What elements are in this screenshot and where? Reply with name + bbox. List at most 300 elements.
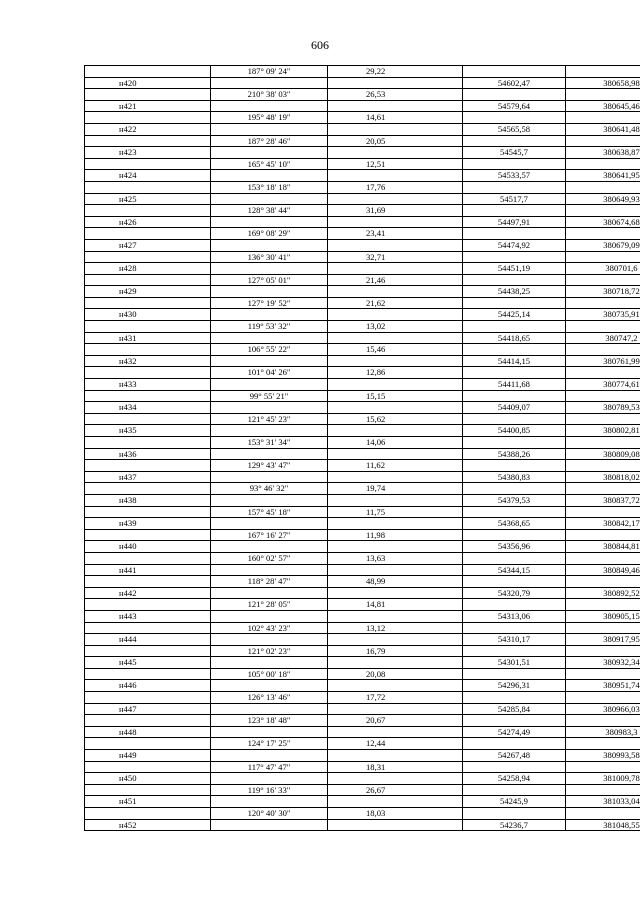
point-spacer-cell bbox=[328, 425, 463, 437]
segment-spacer-cell bbox=[85, 506, 211, 518]
segment-distance-cell: 16,79 bbox=[328, 645, 463, 657]
segment-row bbox=[85, 158, 640, 170]
segment-distance-cell: 12,51 bbox=[328, 158, 463, 170]
segment-spacer-cell bbox=[566, 181, 640, 193]
segment-spacer-cell bbox=[85, 205, 211, 217]
segment-distance-cell: 20,67 bbox=[328, 715, 463, 727]
segment-row bbox=[85, 808, 640, 820]
segment-spacer-cell bbox=[85, 228, 211, 240]
point-y-cell: 380641,48 bbox=[566, 123, 640, 135]
segment-angle-cell: 126° 13' 46" bbox=[211, 692, 328, 704]
segment-spacer-cell bbox=[566, 738, 640, 750]
point-spacer-cell bbox=[211, 680, 328, 692]
segment-row bbox=[85, 738, 640, 750]
segment-row bbox=[85, 135, 640, 147]
segment-spacer-cell bbox=[566, 506, 640, 518]
segment-distance-cell: 14,61 bbox=[328, 112, 463, 124]
point-name-cell: н446 bbox=[85, 680, 211, 692]
point-x-cell: 54474,92 bbox=[463, 239, 566, 251]
point-spacer-cell bbox=[211, 703, 328, 715]
point-row bbox=[85, 634, 640, 646]
segment-distance-cell: 21,62 bbox=[328, 297, 463, 309]
point-x-cell: 54425,14 bbox=[463, 309, 566, 321]
point-name-cell: н421 bbox=[85, 100, 211, 112]
segment-spacer-cell bbox=[85, 761, 211, 773]
segment-angle-cell: 128° 38' 44" bbox=[211, 205, 328, 217]
segment-spacer-cell bbox=[463, 89, 566, 101]
point-y-cell: 381048,55 bbox=[566, 819, 640, 831]
point-spacer-cell bbox=[328, 541, 463, 553]
point-spacer-cell bbox=[328, 610, 463, 622]
point-y-cell: 380701,6 bbox=[566, 263, 640, 275]
point-spacer-cell bbox=[328, 657, 463, 669]
point-spacer-cell bbox=[211, 100, 328, 112]
segment-spacer-cell bbox=[85, 297, 211, 309]
point-spacer-cell bbox=[328, 170, 463, 182]
point-y-cell: 380818,02 bbox=[566, 471, 640, 483]
segment-spacer-cell bbox=[85, 251, 211, 263]
segment-distance-cell: 18,03 bbox=[328, 808, 463, 820]
point-spacer-cell bbox=[328, 587, 463, 599]
segment-angle-cell: 153° 18' 18" bbox=[211, 181, 328, 193]
point-row bbox=[85, 355, 640, 367]
point-name-cell: н431 bbox=[85, 332, 211, 344]
segment-distance-cell: 11,75 bbox=[328, 506, 463, 518]
segment-row bbox=[85, 228, 640, 240]
segment-spacer-cell bbox=[566, 692, 640, 704]
point-x-cell: 54320,79 bbox=[463, 587, 566, 599]
segment-angle-cell: 101° 04' 26" bbox=[211, 367, 328, 379]
point-name-cell: н434 bbox=[85, 402, 211, 414]
segment-spacer-cell bbox=[566, 761, 640, 773]
segment-spacer-cell bbox=[463, 506, 566, 518]
segment-spacer-cell bbox=[85, 344, 211, 356]
point-name-cell: н432 bbox=[85, 355, 211, 367]
segment-distance-cell: 23,41 bbox=[328, 228, 463, 240]
segment-distance-cell: 26,67 bbox=[328, 784, 463, 796]
point-x-cell: 54344,15 bbox=[463, 564, 566, 576]
point-spacer-cell bbox=[328, 703, 463, 715]
point-x-cell: 54414,15 bbox=[463, 355, 566, 367]
point-name-cell: н439 bbox=[85, 518, 211, 530]
segment-row bbox=[85, 576, 640, 588]
point-spacer-cell bbox=[211, 494, 328, 506]
segment-angle-cell: 93° 46' 32" bbox=[211, 483, 328, 495]
point-spacer-cell bbox=[211, 634, 328, 646]
point-spacer-cell bbox=[328, 518, 463, 530]
point-name-cell: н451 bbox=[85, 796, 211, 808]
point-name-cell: н445 bbox=[85, 657, 211, 669]
segment-spacer-cell bbox=[566, 552, 640, 564]
point-y-cell: 381009,78 bbox=[566, 773, 640, 785]
point-x-cell: 54602,47 bbox=[463, 77, 566, 89]
point-spacer-cell bbox=[211, 239, 328, 251]
point-spacer-cell bbox=[328, 193, 463, 205]
segment-angle-cell: 187° 28' 46" bbox=[211, 135, 328, 147]
segment-spacer-cell bbox=[85, 483, 211, 495]
point-y-cell: 380842,17 bbox=[566, 518, 640, 530]
segment-row bbox=[85, 622, 640, 634]
segment-spacer-cell bbox=[85, 552, 211, 564]
segment-spacer-cell bbox=[463, 692, 566, 704]
segment-spacer-cell bbox=[566, 808, 640, 820]
point-x-cell: 54400,85 bbox=[463, 425, 566, 437]
point-row bbox=[85, 193, 640, 205]
segment-row bbox=[85, 321, 640, 333]
point-spacer-cell bbox=[328, 216, 463, 228]
point-y-cell: 380649,93 bbox=[566, 193, 640, 205]
point-x-cell: 54497,91 bbox=[463, 216, 566, 228]
point-name-cell: н427 bbox=[85, 239, 211, 251]
point-spacer-cell bbox=[211, 541, 328, 553]
point-y-cell: 380892,52 bbox=[566, 587, 640, 599]
point-spacer-cell bbox=[328, 448, 463, 460]
segment-spacer-cell bbox=[463, 158, 566, 170]
segment-spacer-cell bbox=[566, 251, 640, 263]
segment-spacer-cell bbox=[463, 413, 566, 425]
point-row bbox=[85, 170, 640, 182]
point-name-cell: н440 bbox=[85, 541, 211, 553]
segment-distance-cell: 15,15 bbox=[328, 390, 463, 402]
point-x-cell: 54313,06 bbox=[463, 610, 566, 622]
point-spacer-cell bbox=[328, 77, 463, 89]
segment-distance-cell: 11,98 bbox=[328, 529, 463, 541]
point-name-cell: н430 bbox=[85, 309, 211, 321]
segment-row bbox=[85, 715, 640, 727]
segment-spacer-cell bbox=[463, 460, 566, 472]
point-spacer-cell bbox=[328, 494, 463, 506]
point-x-cell: 54379,53 bbox=[463, 494, 566, 506]
segment-spacer-cell bbox=[463, 576, 566, 588]
point-spacer-cell bbox=[211, 170, 328, 182]
segment-angle-cell: 167° 16' 27" bbox=[211, 529, 328, 541]
segment-row bbox=[85, 506, 640, 518]
segment-distance-cell: 17,76 bbox=[328, 181, 463, 193]
segment-distance-cell: 20,08 bbox=[328, 668, 463, 680]
point-y-cell: 380638,87 bbox=[566, 147, 640, 159]
segment-spacer-cell bbox=[463, 715, 566, 727]
point-name-cell: н450 bbox=[85, 773, 211, 785]
point-spacer-cell bbox=[211, 77, 328, 89]
point-row bbox=[85, 239, 640, 251]
segment-spacer-cell bbox=[566, 622, 640, 634]
point-spacer-cell bbox=[211, 379, 328, 391]
segment-spacer-cell bbox=[566, 437, 640, 449]
segment-distance-cell: 18,31 bbox=[328, 761, 463, 773]
segment-spacer-cell bbox=[463, 321, 566, 333]
point-spacer-cell bbox=[328, 750, 463, 762]
segment-angle-cell: 124° 17' 25" bbox=[211, 738, 328, 750]
point-name-cell: н449 bbox=[85, 750, 211, 762]
segment-spacer-cell bbox=[85, 413, 211, 425]
segment-row bbox=[85, 66, 640, 78]
point-spacer-cell bbox=[328, 147, 463, 159]
point-name-cell: н435 bbox=[85, 425, 211, 437]
point-name-cell: н438 bbox=[85, 494, 211, 506]
point-spacer-cell bbox=[211, 471, 328, 483]
segment-distance-cell: 12,44 bbox=[328, 738, 463, 750]
segment-spacer-cell bbox=[85, 784, 211, 796]
segment-spacer-cell bbox=[463, 367, 566, 379]
segment-row bbox=[85, 390, 640, 402]
point-x-cell: 54356,96 bbox=[463, 541, 566, 553]
point-y-cell: 380761,99 bbox=[566, 355, 640, 367]
segment-spacer-cell bbox=[85, 808, 211, 820]
point-x-cell: 54388,26 bbox=[463, 448, 566, 460]
point-x-cell: 54517,7 bbox=[463, 193, 566, 205]
segment-spacer-cell bbox=[566, 205, 640, 217]
segment-row bbox=[85, 784, 640, 796]
point-row bbox=[85, 541, 640, 553]
segment-spacer-cell bbox=[85, 437, 211, 449]
segment-row bbox=[85, 692, 640, 704]
point-row bbox=[85, 216, 640, 228]
point-spacer-cell bbox=[328, 332, 463, 344]
segment-angle-cell: 119° 53' 32" bbox=[211, 321, 328, 333]
segment-row bbox=[85, 205, 640, 217]
segment-row bbox=[85, 367, 640, 379]
point-row bbox=[85, 587, 640, 599]
segment-distance-cell: 32,71 bbox=[328, 251, 463, 263]
point-spacer-cell bbox=[328, 726, 463, 738]
segment-spacer-cell bbox=[85, 599, 211, 611]
segment-spacer-cell bbox=[463, 135, 566, 147]
point-name-cell: н447 bbox=[85, 703, 211, 715]
point-name-cell: н424 bbox=[85, 170, 211, 182]
point-y-cell: 380774,61 bbox=[566, 379, 640, 391]
segment-distance-cell: 12,86 bbox=[328, 367, 463, 379]
segment-spacer-cell bbox=[463, 112, 566, 124]
point-x-cell: 54565,58 bbox=[463, 123, 566, 135]
segment-row bbox=[85, 761, 640, 773]
segment-spacer-cell bbox=[566, 460, 640, 472]
segment-angle-cell: 187° 09' 24" bbox=[211, 66, 328, 78]
segment-spacer-cell bbox=[463, 390, 566, 402]
segment-row bbox=[85, 668, 640, 680]
segment-angle-cell: 121° 45' 23" bbox=[211, 413, 328, 425]
segment-angle-cell: 121° 02' 23" bbox=[211, 645, 328, 657]
point-row bbox=[85, 610, 640, 622]
point-name-cell: н452 bbox=[85, 819, 211, 831]
point-name-cell: н422 bbox=[85, 123, 211, 135]
segment-spacer-cell bbox=[566, 576, 640, 588]
point-x-cell: 54258,94 bbox=[463, 773, 566, 785]
point-spacer-cell bbox=[211, 657, 328, 669]
segment-spacer-cell bbox=[463, 784, 566, 796]
point-y-cell: 380983,3 bbox=[566, 726, 640, 738]
point-name-cell: н441 bbox=[85, 564, 211, 576]
point-row bbox=[85, 263, 640, 275]
segment-spacer-cell bbox=[463, 529, 566, 541]
segment-spacer-cell bbox=[463, 274, 566, 286]
point-row bbox=[85, 494, 640, 506]
point-name-cell: н423 bbox=[85, 147, 211, 159]
point-name-cell: н436 bbox=[85, 448, 211, 460]
segment-spacer-cell bbox=[85, 460, 211, 472]
segment-spacer-cell bbox=[463, 66, 566, 78]
point-spacer-cell bbox=[211, 263, 328, 275]
point-row bbox=[85, 402, 640, 414]
segment-spacer-cell bbox=[85, 390, 211, 402]
segment-angle-cell: 160° 02' 57" bbox=[211, 552, 328, 564]
segment-spacer-cell bbox=[566, 645, 640, 657]
segment-row bbox=[85, 251, 640, 263]
point-y-cell: 380789,53 bbox=[566, 402, 640, 414]
segment-distance-cell: 20,05 bbox=[328, 135, 463, 147]
segment-spacer-cell bbox=[463, 437, 566, 449]
segment-spacer-cell bbox=[566, 228, 640, 240]
point-row bbox=[85, 379, 640, 391]
segment-spacer-cell bbox=[463, 599, 566, 611]
point-x-cell: 54451,19 bbox=[463, 263, 566, 275]
segment-spacer-cell bbox=[463, 205, 566, 217]
segment-angle-cell: 123° 18' 48" bbox=[211, 715, 328, 727]
point-x-cell: 54236,7 bbox=[463, 819, 566, 831]
segment-spacer-cell bbox=[85, 668, 211, 680]
point-x-cell: 54545,7 bbox=[463, 147, 566, 159]
segment-angle-cell: 165° 45' 10" bbox=[211, 158, 328, 170]
point-spacer-cell bbox=[211, 773, 328, 785]
point-spacer-cell bbox=[211, 147, 328, 159]
point-y-cell: 380645,46 bbox=[566, 100, 640, 112]
point-spacer-cell bbox=[211, 193, 328, 205]
segment-distance-cell: 13,12 bbox=[328, 622, 463, 634]
segment-spacer-cell bbox=[566, 321, 640, 333]
point-y-cell: 380658,98 bbox=[566, 77, 640, 89]
point-y-cell: 380837,72 bbox=[566, 494, 640, 506]
segment-spacer-cell bbox=[566, 413, 640, 425]
point-spacer-cell bbox=[211, 750, 328, 762]
segment-spacer-cell bbox=[566, 158, 640, 170]
segment-angle-cell: 129° 43' 47" bbox=[211, 460, 328, 472]
segment-spacer-cell bbox=[463, 344, 566, 356]
point-y-cell: 380679,09 bbox=[566, 239, 640, 251]
point-y-cell: 380735,91 bbox=[566, 309, 640, 321]
segment-distance-cell: 26,53 bbox=[328, 89, 463, 101]
point-x-cell: 54267,48 bbox=[463, 750, 566, 762]
point-spacer-cell bbox=[328, 355, 463, 367]
segment-spacer-cell bbox=[566, 344, 640, 356]
segment-spacer-cell bbox=[463, 297, 566, 309]
segment-spacer-cell bbox=[463, 228, 566, 240]
segment-row bbox=[85, 297, 640, 309]
point-spacer-cell bbox=[328, 564, 463, 576]
point-y-cell: 381033,04 bbox=[566, 796, 640, 808]
segment-spacer-cell bbox=[463, 251, 566, 263]
segment-spacer-cell bbox=[566, 367, 640, 379]
page-number: 606 bbox=[311, 38, 329, 52]
point-spacer-cell bbox=[328, 680, 463, 692]
point-name-cell: н429 bbox=[85, 286, 211, 298]
segment-angle-cell: 136° 30' 41" bbox=[211, 251, 328, 263]
segment-spacer-cell bbox=[85, 274, 211, 286]
segment-spacer-cell bbox=[85, 738, 211, 750]
point-y-cell: 380844,81 bbox=[566, 541, 640, 553]
segment-angle-cell: 120° 40' 30" bbox=[211, 808, 328, 820]
point-row bbox=[85, 819, 640, 831]
point-y-cell: 380809,08 bbox=[566, 448, 640, 460]
point-x-cell: 54579,64 bbox=[463, 100, 566, 112]
point-row bbox=[85, 77, 640, 89]
point-x-cell: 54274,49 bbox=[463, 726, 566, 738]
segment-row bbox=[85, 181, 640, 193]
segment-spacer-cell bbox=[85, 181, 211, 193]
point-row bbox=[85, 564, 640, 576]
segment-angle-cell: 127° 19' 52" bbox=[211, 297, 328, 309]
point-x-cell: 54310,17 bbox=[463, 634, 566, 646]
segment-angle-cell: 118° 28' 47" bbox=[211, 576, 328, 588]
point-name-cell: н443 bbox=[85, 610, 211, 622]
point-spacer-cell bbox=[328, 819, 463, 831]
segment-spacer-cell bbox=[463, 622, 566, 634]
point-row bbox=[85, 309, 640, 321]
segment-angle-cell: 105° 00' 18" bbox=[211, 668, 328, 680]
point-spacer-cell bbox=[211, 610, 328, 622]
point-row bbox=[85, 123, 640, 135]
segment-angle-cell: 119° 16' 33" bbox=[211, 784, 328, 796]
segment-spacer-cell bbox=[566, 66, 640, 78]
segment-spacer-cell bbox=[566, 135, 640, 147]
segment-angle-cell: 195° 48' 19" bbox=[211, 112, 328, 124]
point-row bbox=[85, 448, 640, 460]
segment-angle-cell: 153° 31' 34" bbox=[211, 437, 328, 449]
point-spacer-cell bbox=[328, 309, 463, 321]
segment-row bbox=[85, 483, 640, 495]
point-x-cell: 54533,57 bbox=[463, 170, 566, 182]
segment-spacer-cell bbox=[85, 715, 211, 727]
point-row bbox=[85, 657, 640, 669]
point-x-cell: 54438,25 bbox=[463, 286, 566, 298]
segment-spacer-cell bbox=[463, 761, 566, 773]
point-y-cell: 380747,2 bbox=[566, 332, 640, 344]
point-name-cell: н437 bbox=[85, 471, 211, 483]
segment-spacer-cell bbox=[463, 181, 566, 193]
segment-spacer-cell bbox=[566, 112, 640, 124]
point-spacer-cell bbox=[211, 518, 328, 530]
segment-spacer-cell bbox=[463, 668, 566, 680]
point-spacer-cell bbox=[328, 773, 463, 785]
point-name-cell: н442 bbox=[85, 587, 211, 599]
point-spacer-cell bbox=[211, 402, 328, 414]
point-spacer-cell bbox=[211, 796, 328, 808]
segment-row bbox=[85, 599, 640, 611]
segment-row bbox=[85, 552, 640, 564]
point-y-cell: 380993,58 bbox=[566, 750, 640, 762]
point-row bbox=[85, 518, 640, 530]
point-spacer-cell bbox=[328, 286, 463, 298]
segment-spacer-cell bbox=[85, 622, 211, 634]
point-y-cell: 380802,81 bbox=[566, 425, 640, 437]
point-spacer-cell bbox=[328, 123, 463, 135]
point-spacer-cell bbox=[328, 634, 463, 646]
point-row bbox=[85, 286, 640, 298]
segment-spacer-cell bbox=[566, 390, 640, 402]
point-spacer-cell bbox=[211, 286, 328, 298]
point-spacer-cell bbox=[211, 587, 328, 599]
segment-row bbox=[85, 645, 640, 657]
segment-spacer-cell bbox=[566, 599, 640, 611]
point-y-cell: 380917,95 bbox=[566, 634, 640, 646]
point-x-cell: 54368,65 bbox=[463, 518, 566, 530]
point-spacer-cell bbox=[211, 726, 328, 738]
segment-spacer-cell bbox=[85, 529, 211, 541]
point-row bbox=[85, 680, 640, 692]
point-x-cell: 54296,31 bbox=[463, 680, 566, 692]
point-spacer-cell bbox=[211, 448, 328, 460]
point-x-cell: 54409,07 bbox=[463, 402, 566, 414]
segment-spacer-cell bbox=[85, 692, 211, 704]
point-name-cell: н448 bbox=[85, 726, 211, 738]
